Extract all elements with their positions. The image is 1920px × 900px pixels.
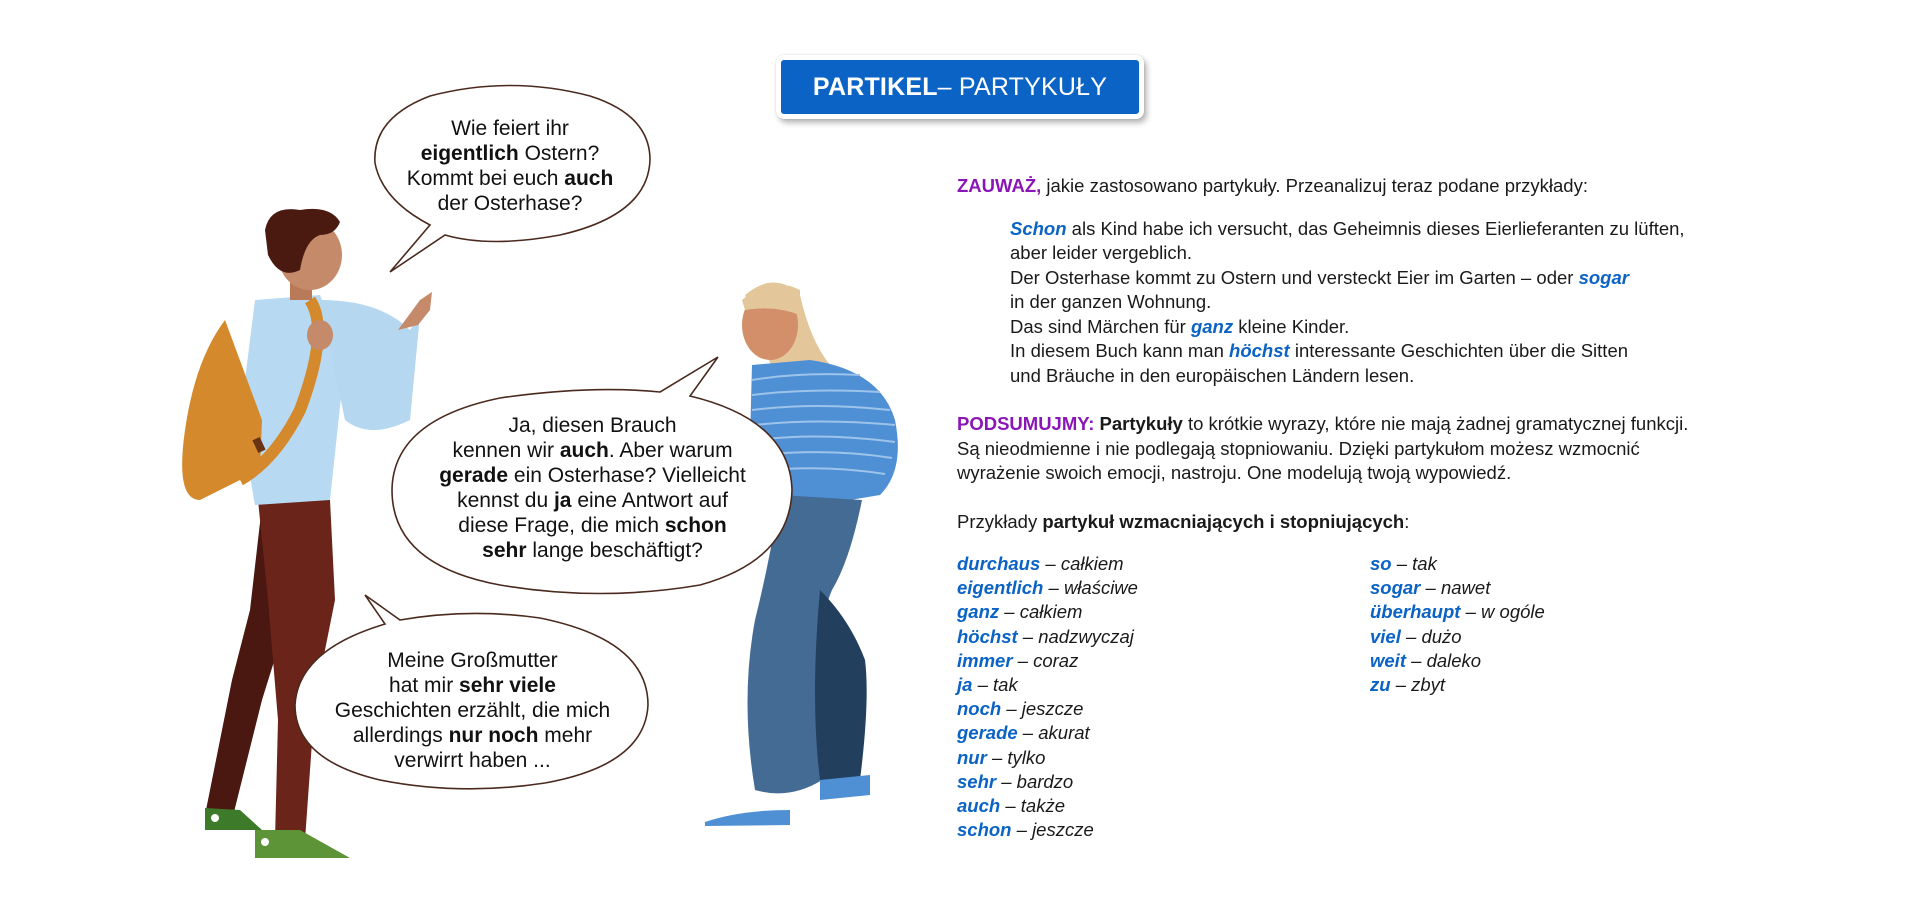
glossary-item: [1370, 625, 1783, 649]
polish-translation: nawet: [1440, 577, 1491, 599]
dash: –: [1390, 673, 1412, 695]
german-particle: gerade: [957, 722, 1018, 744]
bubble-particle: auch: [564, 167, 614, 190]
polish-translation: jeszcze: [1021, 698, 1084, 720]
glossary-item: [957, 794, 1370, 818]
example-text: In diesem Buch kann man: [1010, 340, 1230, 361]
german-particle: ganz: [957, 601, 1000, 623]
example-line: [1010, 241, 1817, 266]
heading-text: :: [1404, 510, 1410, 532]
dash: –: [1400, 625, 1422, 647]
german-particle: so: [1370, 553, 1392, 574]
example-line: [1010, 315, 1817, 340]
bubble-line: [380, 166, 640, 191]
german-particle: auch: [957, 794, 1001, 816]
german-particle: eigentlich: [957, 577, 1044, 599]
glossary-item: [1370, 600, 1783, 624]
dash: –: [1000, 794, 1021, 816]
example-sentences: [1010, 217, 1817, 389]
example-text: Der Osterhase kommt zu Ostern und versteckt Eier im Garten – oder: [1010, 266, 1579, 288]
dash: –: [1001, 698, 1022, 720]
glossary-item: [1370, 576, 1783, 600]
polish-translation: tak: [993, 673, 1018, 695]
example-line: [1010, 217, 1817, 242]
bubble-text-span: allerdings: [352, 724, 449, 747]
bubble-text-span: Kommt bei euch: [406, 167, 565, 190]
speech-bubble-1: [380, 116, 640, 216]
glossary-item: [1370, 552, 1783, 576]
dash: –: [1043, 577, 1064, 599]
speech-bubble-3: [305, 648, 640, 773]
notice-text: jakie zastosowano partykuły. Przeanalizuj teraz podane przykłady:: [1041, 175, 1588, 196]
glossary-item: [957, 770, 1370, 794]
polish-translation: tylko: [1007, 746, 1046, 768]
example-particle: sogar: [1578, 266, 1629, 288]
german-particle: sogar: [1370, 577, 1421, 599]
glossary-item: [957, 576, 1370, 600]
dash: –: [1017, 625, 1039, 647]
glossary-item: [957, 552, 1370, 576]
bubble-particle: gerade: [439, 464, 509, 487]
example-text: Das sind Märchen für: [1010, 315, 1191, 337]
polish-translation: akurat: [1038, 722, 1090, 744]
bubble-text-span: Ostern?: [518, 142, 600, 165]
bubble-line: [405, 488, 780, 513]
bubble-text-span: kennst du: [457, 489, 554, 512]
examples-heading: [957, 510, 1817, 535]
dash: –: [1460, 601, 1482, 623]
bubble-line: [380, 191, 640, 216]
dash: –: [986, 746, 1008, 768]
polish-translation: całkiem: [1019, 601, 1083, 623]
speech-bubble-2: [405, 413, 780, 563]
bubble-particle: ja: [553, 489, 572, 512]
dash: –: [1405, 649, 1427, 671]
bubble-particle: sehr: [482, 539, 527, 562]
bubble-line: [305, 698, 640, 723]
glossary-item: [1370, 673, 1783, 697]
bubble-particle: sehr viele: [459, 674, 556, 697]
dash: –: [1040, 553, 1061, 574]
dash: –: [1420, 577, 1441, 599]
notice-label: ZAUWAŻ,: [957, 175, 1042, 196]
bubble-line: [405, 413, 780, 438]
bubble-line: [380, 116, 640, 141]
bubble-line: [305, 748, 640, 773]
bubble-particle: schon: [664, 514, 727, 537]
example-particle: höchst: [1229, 340, 1290, 361]
glossary-item: [957, 625, 1370, 649]
title-rest: – PARTYKUŁY: [937, 72, 1108, 101]
bubble-line: [405, 538, 780, 563]
dash: –: [972, 673, 994, 695]
dash: –: [1011, 819, 1033, 841]
german-particle: zu: [1370, 673, 1391, 695]
particle-list-left: [957, 552, 1370, 842]
explanation-panel: [957, 174, 1817, 842]
german-particle: nur: [957, 746, 987, 768]
bubble-text-span: der Osterhase?: [437, 192, 583, 215]
polish-translation: nadzwyczaj: [1038, 625, 1134, 647]
heading-text: Przykłady: [957, 510, 1043, 532]
polish-translation: zbyt: [1411, 673, 1446, 695]
glossary-item: [957, 600, 1370, 624]
bubble-text-span: hat mir: [389, 674, 460, 697]
polish-translation: dużo: [1421, 625, 1462, 647]
example-text: als Kind habe ich versucht, das Geheimnis dieses Eierlieferanten zu lüften,: [1066, 217, 1685, 239]
particle-list-right: [1370, 552, 1783, 842]
bubble-line: [405, 438, 780, 463]
german-particle: durchaus: [957, 553, 1041, 574]
notice-paragraph: [957, 174, 1817, 199]
bubble-text-span: ein Osterhase? Vielleicht: [508, 464, 746, 487]
example-text: aber leider vergeblich.: [1010, 242, 1193, 263]
summary-text: wyrażenie swoich emocji, nastroju. One modelują twoją wypowiedź.: [957, 462, 1512, 483]
dash: –: [1391, 553, 1413, 574]
example-particle: Schon: [1010, 217, 1067, 239]
polish-translation: tak: [1412, 553, 1437, 574]
bubble-line: [380, 141, 640, 166]
summary-bold: Partykuły: [1094, 413, 1183, 434]
glossary-item: [957, 721, 1370, 745]
polish-translation: także: [1020, 794, 1065, 816]
glossary-item: [957, 649, 1370, 673]
bubble-text-span: lange beschäftigt?: [526, 539, 703, 562]
particle-glossary: [957, 552, 1817, 842]
polish-translation: właściwe: [1063, 577, 1138, 599]
bubble-text-span: mehr: [538, 724, 593, 747]
german-particle: sehr: [957, 770, 997, 792]
bubble-text-span: Geschichten erzählt, die mich: [334, 699, 611, 722]
dash: –: [1017, 722, 1039, 744]
example-text: interessante Geschichten über die Sitten: [1289, 340, 1629, 361]
bubble-text-span: kennen wir: [452, 439, 560, 462]
title-bold: PARTIKEL: [812, 72, 938, 101]
polish-translation: jeszcze: [1032, 819, 1094, 841]
polish-translation: bardzo: [1016, 770, 1074, 792]
bubble-text-span: Ja, diesen Brauch: [508, 414, 677, 437]
bubble-text-span: Wie feiert ihr: [451, 117, 569, 140]
german-particle: viel: [1370, 625, 1401, 647]
glossary-item: [957, 818, 1370, 842]
example-line: [1010, 364, 1817, 389]
glossary-item: [1370, 649, 1783, 673]
bubble-particle: auch: [559, 439, 609, 462]
summary-paragraph: [957, 412, 1817, 486]
summary-text: to krótkie wyrazy, które nie mają żadnej gramatycznej funkcji.: [1182, 413, 1689, 434]
example-line: [1010, 290, 1817, 315]
german-particle: höchst: [957, 625, 1018, 647]
bubble-text-span: Meine Großmutter: [387, 649, 558, 672]
dash: –: [1012, 649, 1034, 671]
bubble-line: [305, 648, 640, 673]
german-particle: noch: [957, 698, 1002, 720]
glossary-item: [957, 746, 1370, 770]
polish-translation: całkiem: [1060, 553, 1124, 574]
bubble-particle: eigentlich: [420, 142, 519, 165]
german-particle: ja: [957, 673, 973, 695]
summary-text: Są nieodmienne i nie podlegają stopniowaniu. Dzięki partykułom możesz wzmocnić: [957, 437, 1640, 459]
german-particle: weit: [1370, 649, 1406, 671]
bubble-line: [405, 463, 780, 488]
bubble-line: [405, 513, 780, 538]
dash: –: [999, 601, 1020, 623]
example-line: [1010, 266, 1817, 291]
polish-translation: coraz: [1033, 649, 1079, 671]
example-particle: ganz: [1190, 315, 1234, 337]
polish-translation: daleko: [1426, 649, 1482, 671]
german-particle: immer: [957, 649, 1013, 671]
german-particle: schon: [957, 819, 1012, 841]
heading-bold: partykuł wzmacniających i stopniujących: [1042, 510, 1405, 532]
example-text: kleine Kinder.: [1233, 315, 1350, 337]
german-particle: überhaupt: [1370, 601, 1461, 623]
dash: –: [996, 770, 1017, 792]
bubble-text-span: eine Antwort auf: [571, 489, 728, 512]
glossary-item: [957, 697, 1370, 721]
bubble-text-span: diese Frage, die mich: [458, 514, 665, 537]
polish-translation: w ogóle: [1481, 601, 1545, 623]
summary-label: PODSUMUJMY:: [957, 413, 1095, 434]
example-line: [1010, 339, 1817, 364]
bubble-particle: nur noch: [448, 724, 539, 747]
example-text: in der ganzen Wohnung.: [1010, 291, 1212, 312]
bubble-text-span: verwirrt haben ...: [394, 749, 551, 772]
bubble-line: [305, 673, 640, 698]
bubble-text-span: . Aber warum: [608, 439, 733, 462]
bubble-line: [305, 723, 640, 748]
glossary-item: [957, 673, 1370, 697]
example-text: und Bräuche in den europäischen Ländern lesen.: [1010, 364, 1415, 386]
